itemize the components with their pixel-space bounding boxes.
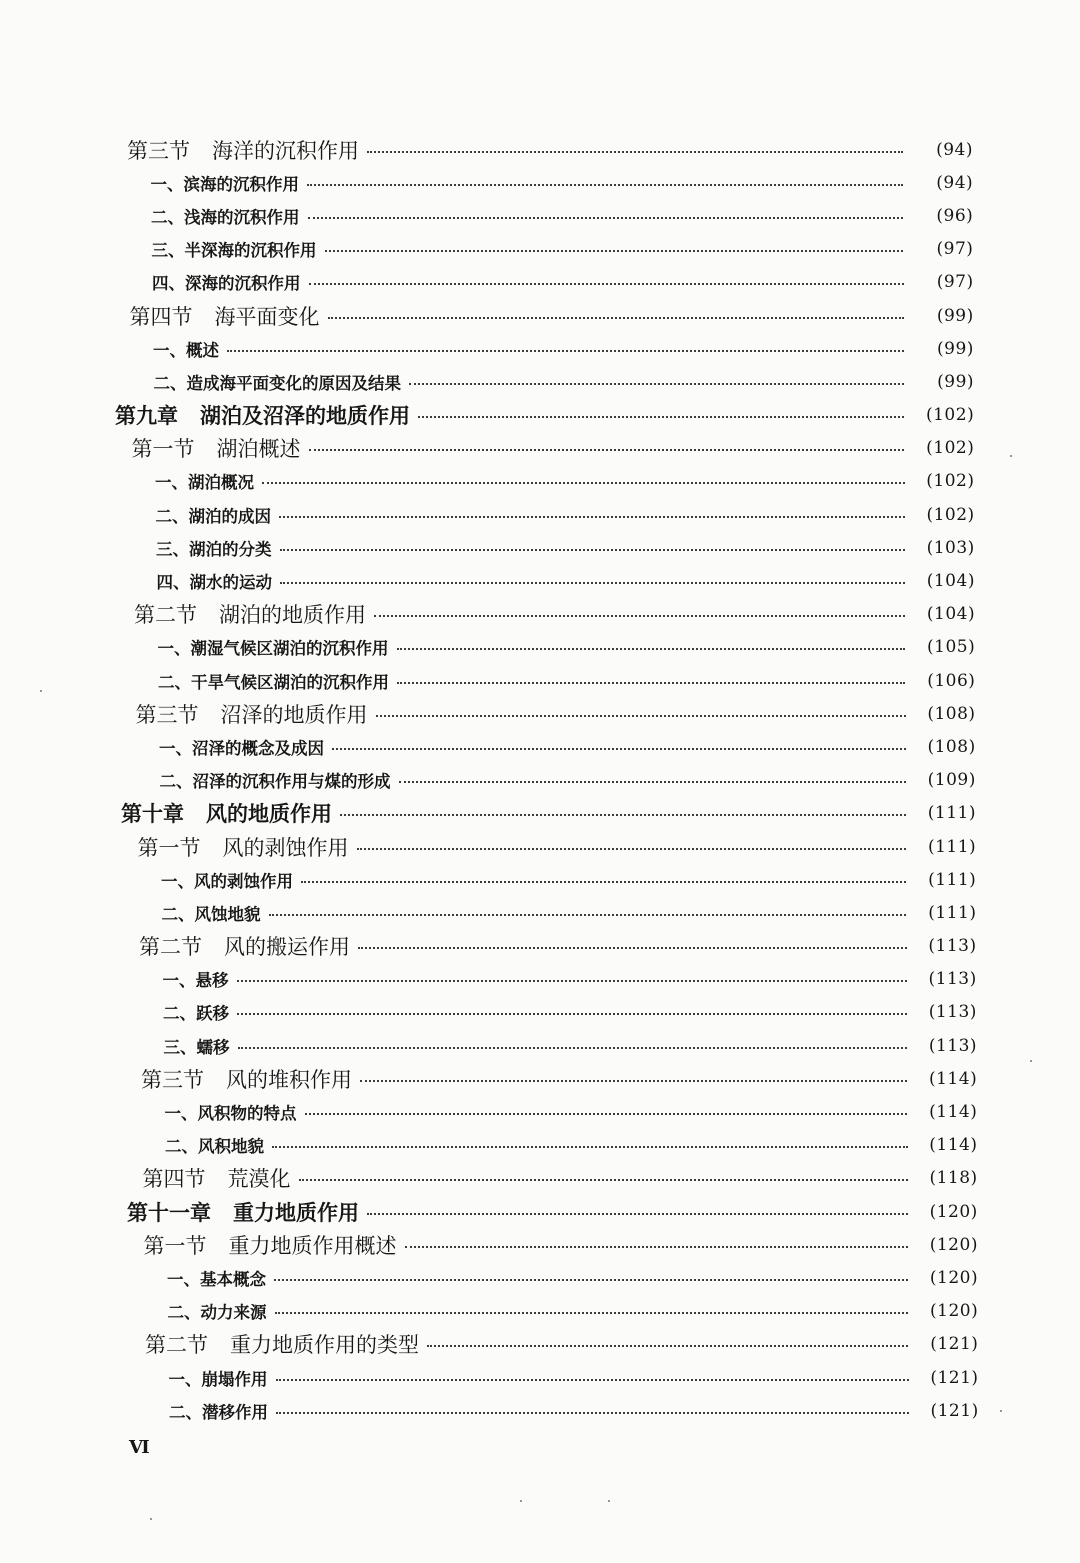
toc-entry-page: (102) xyxy=(926,438,975,459)
toc-entry-title: 风的搬运作用 xyxy=(224,935,350,960)
dot-leader xyxy=(397,648,906,650)
page-number-roman: Ⅵ xyxy=(129,1437,149,1458)
toc-entry-label xyxy=(127,135,359,165)
toc-entry-number: 一、 xyxy=(150,174,184,194)
toc-entry-number: 一、 xyxy=(164,1104,198,1124)
toc-entry-title: 崩塌作用 xyxy=(201,1369,268,1389)
toc-entry-page: (111) xyxy=(928,869,977,890)
toc-entry-item xyxy=(0,365,1080,398)
toc-entry-page: (121) xyxy=(930,1367,979,1388)
dot-leader xyxy=(301,881,906,883)
toc-entry-label xyxy=(138,832,349,862)
dot-leader xyxy=(269,914,907,916)
toc-entry-label xyxy=(161,868,293,892)
dot-leader xyxy=(308,217,904,219)
toc-entry-number: 一、 xyxy=(157,639,191,659)
toc-entry-page: (106) xyxy=(927,670,976,691)
toc-entry-title: 重力地质作用的类型 xyxy=(230,1333,419,1358)
toc-entry-title: 重力地质作用概述 xyxy=(228,1233,397,1258)
dot-leader xyxy=(307,184,903,186)
toc-entry-page: (99) xyxy=(937,338,974,359)
toc-entry-number: 第四节 xyxy=(129,304,193,329)
toc-entry-item xyxy=(0,233,1080,266)
toc-entry-page: (102) xyxy=(926,471,975,492)
toc-entry-number: 第九章 xyxy=(115,403,178,429)
toc-entry-number: 第一节 xyxy=(143,1233,207,1258)
toc-entry-item xyxy=(0,863,1080,896)
toc-entry-item xyxy=(0,1261,1080,1294)
dot-leader xyxy=(238,1047,908,1049)
toc-entry-label xyxy=(134,599,366,629)
toc-entry-page: (108) xyxy=(927,703,976,724)
dot-leader xyxy=(397,682,905,684)
toc-entry-label xyxy=(153,337,219,361)
toc-entry-page: (102) xyxy=(926,504,975,525)
toc-entry-label xyxy=(143,1163,291,1193)
toc-entry-number: 一、 xyxy=(167,1269,200,1289)
toc-entry-item xyxy=(0,1029,1080,1062)
toc-entry-item xyxy=(0,266,1080,299)
toc-entry-title: 悬移 xyxy=(195,971,229,991)
toc-entry-page: (121) xyxy=(930,1334,979,1355)
toc-entry-title: 造成海平面变化的原因及结果 xyxy=(186,373,401,393)
toc-entry-section xyxy=(0,299,1080,332)
toc-entry-title: 海平面变化 xyxy=(214,304,320,329)
toc-entry-label xyxy=(151,171,300,195)
toc-entry-title: 风积物的特点 xyxy=(197,1104,297,1124)
toc-entry-label xyxy=(158,669,389,693)
scan-speck xyxy=(1000,1410,1002,1412)
toc-entry-label xyxy=(156,503,272,527)
toc-entry-page: (114) xyxy=(929,1102,978,1123)
toc-entry-label xyxy=(141,1064,352,1094)
dot-leader xyxy=(274,1279,908,1281)
dot-leader xyxy=(360,1080,907,1082)
toc-entry-number: 四、 xyxy=(156,573,190,593)
toc-entry-label xyxy=(167,1266,266,1290)
toc-entry-page: (120) xyxy=(930,1301,979,1322)
toc-entry-label xyxy=(155,469,254,493)
dot-leader xyxy=(409,383,904,385)
toc-entry-label xyxy=(164,1034,230,1058)
toc-entry-label xyxy=(157,569,273,593)
toc-entry-label xyxy=(158,635,389,659)
toc-entry-label xyxy=(165,1133,264,1157)
toc-entry-title: 跃移 xyxy=(196,1004,229,1024)
toc-entry-number: 二、 xyxy=(169,1402,202,1422)
scan-speck xyxy=(150,1518,152,1520)
toc-entry-section xyxy=(0,133,1080,166)
toc-entry-number: 第三节 xyxy=(141,1067,204,1092)
toc-entry-number: 第三节 xyxy=(135,702,199,727)
toc-entry-page: (94) xyxy=(936,139,973,160)
toc-entry-title: 动力来源 xyxy=(200,1303,267,1323)
toc-entry-title: 概述 xyxy=(186,340,219,360)
toc-entry-number: 二、 xyxy=(159,772,193,792)
toc-entry-page: (113) xyxy=(928,969,977,990)
toc-entry-item xyxy=(0,896,1080,929)
dot-leader xyxy=(280,582,905,584)
toc-entry-number: 三、 xyxy=(151,241,185,261)
dot-leader xyxy=(325,250,904,252)
toc-entry-label xyxy=(136,699,368,729)
dot-leader xyxy=(357,848,907,850)
dot-leader xyxy=(280,549,905,551)
toc-entry-page: (97) xyxy=(936,239,974,260)
toc-entry-title: 海洋的沉积作用 xyxy=(212,138,359,163)
toc-entry-page: (121) xyxy=(930,1400,979,1421)
toc-entry-label xyxy=(165,1100,297,1124)
toc-entry-number: 第二节 xyxy=(145,1333,208,1358)
toc-entry-title: 湖泊的地质作用 xyxy=(219,603,366,628)
toc-entry-title: 蠕移 xyxy=(196,1037,230,1057)
scan-speck xyxy=(520,1500,522,1502)
dot-leader xyxy=(262,482,905,484)
toc-entry-item xyxy=(0,332,1080,365)
toc-entry-page: (105) xyxy=(927,637,976,658)
toc-entry-label xyxy=(154,370,402,394)
toc-entry-label xyxy=(160,768,391,792)
toc-entry-section xyxy=(0,930,1080,963)
toc-entry-page: (94) xyxy=(936,172,974,193)
toc-entry-title: 风蚀地貌 xyxy=(194,904,261,924)
toc-entry-section xyxy=(0,830,1080,863)
toc-entry-page: (113) xyxy=(928,1035,978,1056)
toc-entry-label xyxy=(130,301,320,331)
dot-leader xyxy=(367,151,903,153)
table-of-contents xyxy=(0,133,1080,1427)
dot-leader xyxy=(272,1146,908,1148)
toc-entry-item xyxy=(0,1394,1080,1427)
toc-entry-chapter xyxy=(0,797,1080,830)
toc-entry-page: (113) xyxy=(928,1002,977,1023)
dot-leader xyxy=(276,1379,909,1381)
scan-speck xyxy=(1030,1060,1032,1062)
toc-entry-page: (120) xyxy=(929,1267,979,1288)
toc-entry-label xyxy=(139,931,350,961)
dot-leader xyxy=(309,283,904,285)
toc-entry-page: (109) xyxy=(927,770,976,791)
dot-leader xyxy=(275,1312,909,1314)
toc-entry-item xyxy=(0,498,1080,531)
toc-entry-title: 风的堆积作用 xyxy=(226,1067,352,1092)
toc-entry-title: 风的剥蚀作用 xyxy=(222,835,349,860)
toc-entry-item xyxy=(0,764,1080,797)
toc-entry-page: (114) xyxy=(928,1068,978,1089)
toc-entry-label xyxy=(151,204,300,228)
dot-leader xyxy=(340,814,906,816)
toc-entry-number: 第三节 xyxy=(127,138,190,163)
toc-entry-item xyxy=(0,631,1080,664)
toc-entry-page: (104) xyxy=(926,604,976,625)
toc-entry-title: 风的剥蚀作用 xyxy=(194,871,293,891)
toc-entry-page: (103) xyxy=(926,537,975,558)
scan-speck xyxy=(608,1500,610,1502)
toc-entry-number: 一、 xyxy=(159,738,192,758)
toc-entry-number: 二、 xyxy=(151,207,184,227)
toc-entry-chapter xyxy=(0,1195,1080,1228)
dot-leader xyxy=(328,317,904,319)
toc-entry-number: 第一节 xyxy=(137,835,201,860)
toc-entry-item xyxy=(0,1361,1080,1394)
scan-speck xyxy=(1010,455,1012,457)
toc-entry-title: 湖泊及沼泽的地质作用 xyxy=(200,403,410,429)
toc-entry-number: 二、 xyxy=(165,1137,198,1157)
toc-entry-number: 一、 xyxy=(162,971,196,991)
toc-entry-title: 半深海的沉积作用 xyxy=(184,241,317,261)
toc-entry-number: 第二节 xyxy=(139,935,202,960)
dot-leader xyxy=(367,1213,908,1215)
toc-entry-number: 第十章 xyxy=(121,801,184,827)
toc-entry-page: (120) xyxy=(929,1201,978,1222)
toc-entry-item xyxy=(0,564,1080,597)
toc-entry-page: (118) xyxy=(929,1168,978,1189)
toc-entry-section xyxy=(0,697,1080,730)
toc-entry-item xyxy=(0,996,1080,1029)
dot-leader xyxy=(376,715,906,717)
toc-entry-page: (111) xyxy=(928,902,977,923)
toc-entry-title: 湖泊概况 xyxy=(188,473,254,493)
toc-entry-title: 风积地貌 xyxy=(198,1137,264,1157)
toc-entry-item xyxy=(0,465,1080,498)
toc-entry-title: 沼泽的地质作用 xyxy=(220,702,368,727)
toc-entry-title: 浅海的沉积作用 xyxy=(184,207,300,227)
toc-entry-item xyxy=(0,166,1080,199)
toc-entry-title: 潜移作用 xyxy=(202,1402,268,1422)
toc-entry-label xyxy=(169,1366,268,1390)
toc-entry-page: (99) xyxy=(937,371,975,392)
scan-speck xyxy=(40,690,42,692)
dot-leader xyxy=(399,781,906,783)
toc-entry-title: 沼泽的概念及成因 xyxy=(192,738,324,758)
dot-leader xyxy=(237,1013,907,1015)
dot-leader xyxy=(299,1179,908,1181)
toc-entry-label xyxy=(152,270,301,294)
toc-entry-number: 二、 xyxy=(158,672,191,692)
toc-entry-item xyxy=(0,664,1080,697)
dot-leader xyxy=(227,350,904,352)
toc-entry-number: 第十一章 xyxy=(127,1199,211,1225)
toc-entry-section xyxy=(0,1328,1080,1361)
toc-entry-title: 湖水的运动 xyxy=(189,573,272,593)
toc-entry-label xyxy=(144,1230,397,1260)
toc-entry-number: 第二节 xyxy=(134,603,197,628)
toc-entry-title: 深海的沉积作用 xyxy=(185,274,301,294)
toc-entry-number: 一、 xyxy=(155,473,188,493)
toc-entry-title: 潮湿气候区湖泊的沉积作用 xyxy=(190,639,389,659)
toc-entry-label xyxy=(169,1399,268,1423)
toc-entry-item xyxy=(0,1295,1080,1328)
toc-entry-item xyxy=(0,963,1080,996)
toc-entry-page: (120) xyxy=(929,1234,978,1255)
toc-entry-label xyxy=(168,1299,267,1323)
toc-entry-section xyxy=(0,1228,1080,1261)
toc-entry-title: 风的地质作用 xyxy=(206,801,332,827)
dot-leader xyxy=(374,615,905,617)
toc-entry-label xyxy=(145,1329,419,1359)
toc-entry-page: (113) xyxy=(928,936,977,957)
toc-entry-number: 三、 xyxy=(163,1037,197,1057)
dot-leader xyxy=(418,416,904,418)
toc-entry-item xyxy=(0,730,1080,763)
toc-entry-number: 二、 xyxy=(163,1004,196,1024)
toc-entry-section xyxy=(0,432,1080,465)
toc-entry-title: 湖泊概述 xyxy=(216,437,301,462)
toc-entry-label xyxy=(152,237,317,261)
toc-entry-label xyxy=(163,967,229,991)
toc-entry-title: 沼泽的沉积作用与煤的形成 xyxy=(192,772,391,792)
toc-entry-item xyxy=(0,531,1080,564)
toc-entry-chapter xyxy=(0,399,1080,432)
toc-entry-page: (108) xyxy=(927,736,976,757)
dot-leader xyxy=(237,980,907,982)
toc-entry-section xyxy=(0,1162,1080,1195)
toc-entry-number: 三、 xyxy=(156,539,189,559)
toc-entry-label xyxy=(159,735,324,759)
toc-entry-label xyxy=(121,798,332,828)
dot-leader xyxy=(305,1113,908,1115)
toc-entry-label xyxy=(163,1000,229,1024)
dot-leader xyxy=(279,516,905,518)
toc-entry-title: 滨海的沉积作用 xyxy=(183,174,299,194)
toc-entry-number: 第一节 xyxy=(131,437,195,462)
toc-entry-section xyxy=(0,598,1080,631)
dot-leader xyxy=(276,1412,909,1414)
dot-leader xyxy=(332,748,906,750)
toc-entry-label xyxy=(156,536,272,560)
toc-entry-section xyxy=(0,1062,1080,1095)
toc-entry-title: 干旱气候区湖泊的沉积作用 xyxy=(191,672,389,692)
toc-entry-title: 重力地质作用 xyxy=(233,1199,359,1225)
dot-leader xyxy=(405,1246,908,1248)
toc-entry-number: 一、 xyxy=(168,1369,202,1389)
toc-entry-title: 荒漠化 xyxy=(227,1167,291,1192)
toc-entry-title: 基本概念 xyxy=(200,1269,266,1289)
toc-entry-number: 一、 xyxy=(161,871,194,891)
toc-entry-item xyxy=(0,1129,1080,1162)
toc-entry-page: (104) xyxy=(926,571,975,592)
toc-entry-number: 二、 xyxy=(161,904,195,924)
toc-entry-label xyxy=(132,433,301,463)
dot-leader xyxy=(427,1345,908,1347)
toc-entry-page: (97) xyxy=(936,272,974,293)
toc-entry-title: 湖泊的分类 xyxy=(189,539,272,559)
toc-entry-number: 二、 xyxy=(153,373,187,393)
toc-entry-page: (96) xyxy=(936,205,974,226)
toc-entry-item xyxy=(0,199,1080,232)
toc-entry-page: (111) xyxy=(927,836,977,857)
toc-entry-page: (102) xyxy=(925,405,975,426)
toc-entry-title: 湖泊的成因 xyxy=(188,506,271,526)
toc-entry-page: (111) xyxy=(927,803,976,824)
dot-leader xyxy=(358,947,907,949)
toc-entry-page: (114) xyxy=(929,1135,978,1156)
toc-entry-number: 四、 xyxy=(152,274,185,294)
toc-entry-number: 一、 xyxy=(153,340,186,360)
toc-entry-label xyxy=(127,1197,359,1227)
toc-entry-label xyxy=(115,400,410,430)
toc-entry-page: (99) xyxy=(936,305,974,326)
toc-entry-label xyxy=(162,901,261,925)
dot-leader xyxy=(309,449,905,451)
toc-entry-item xyxy=(0,1095,1080,1128)
toc-entry-number: 二、 xyxy=(167,1303,201,1323)
toc-entry-number: 二、 xyxy=(155,506,189,526)
toc-entry-number: 第四节 xyxy=(142,1167,206,1192)
